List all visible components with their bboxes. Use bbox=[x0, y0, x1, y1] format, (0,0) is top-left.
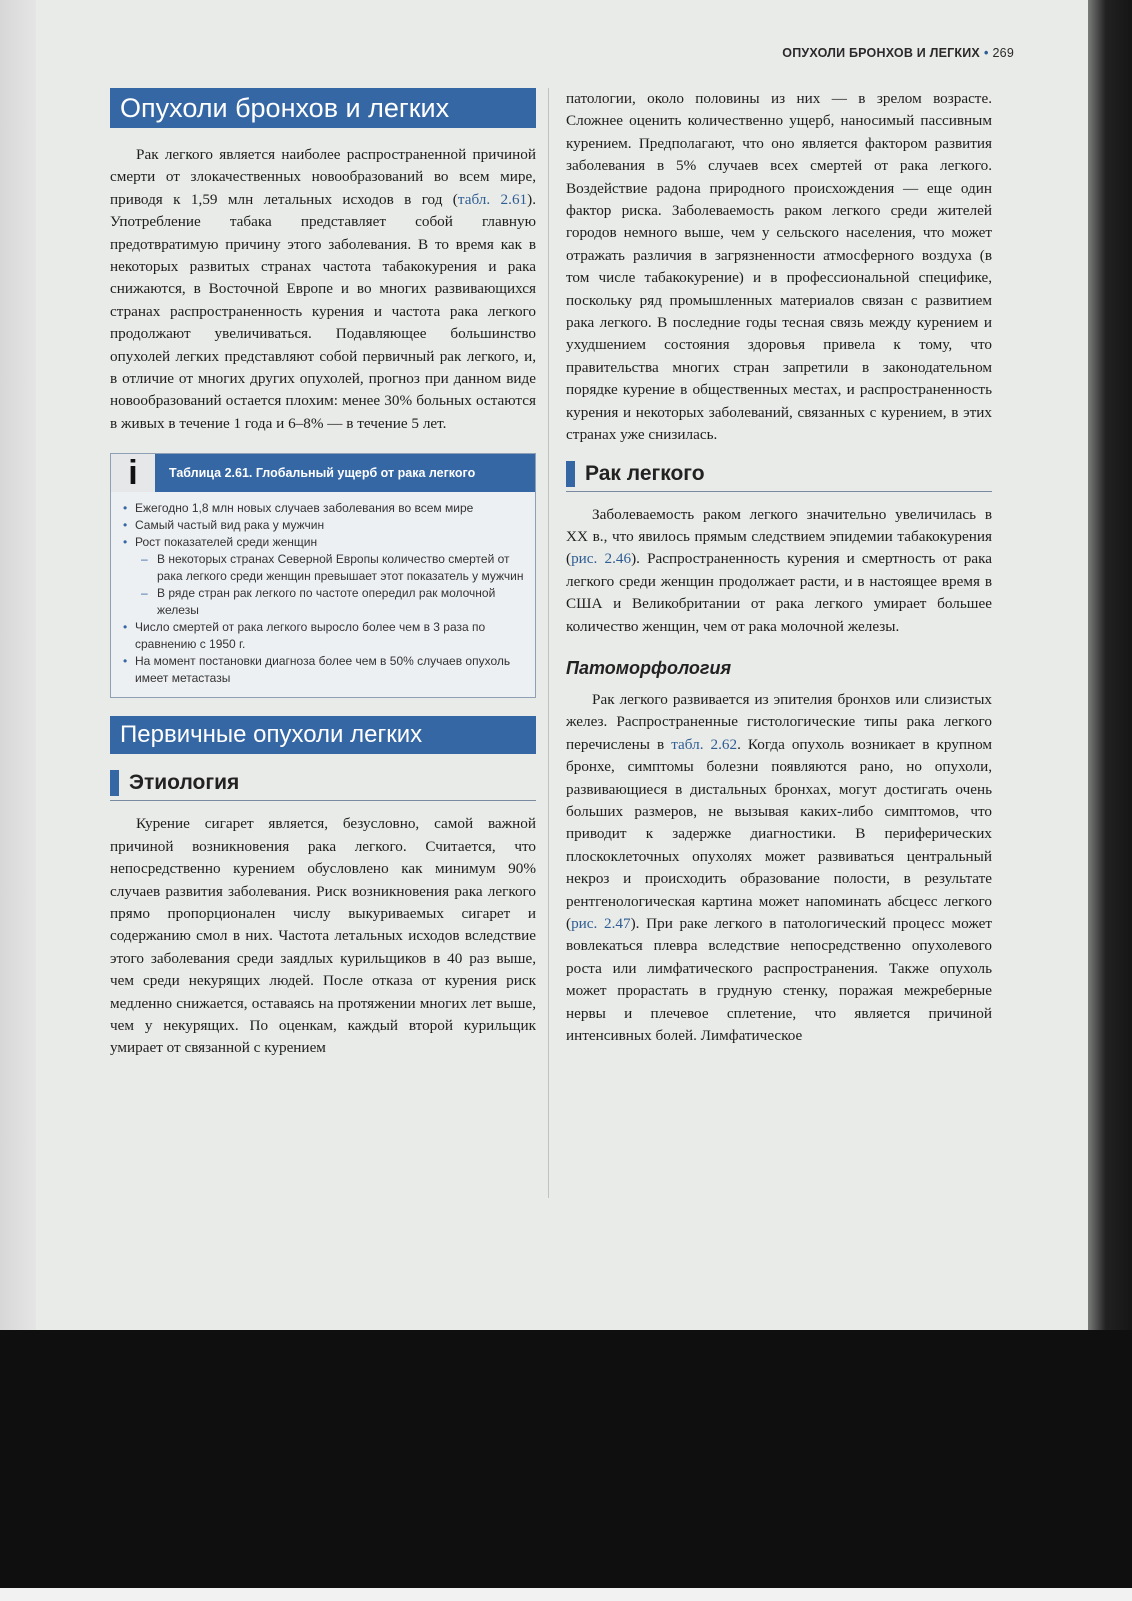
running-head-bullet: • bbox=[983, 46, 989, 60]
intro-text-a: Рак легкого является наиболее распространенной причиной смерти от злокачественных новообразований во всем мире, приводя к 1,59 млн летальных исходов в год ( bbox=[110, 146, 536, 208]
scan-dark-background bbox=[0, 1330, 1132, 1601]
info-box-table-2-61 bbox=[110, 453, 536, 698]
lung-cancer-paragraph bbox=[566, 504, 992, 638]
lung-text-a: Заболеваемость раком легкого значительно увеличилась в XX в., что явилось прямым следствием эпидемии табакокурения ( bbox=[566, 505, 992, 568]
lung-cancer-heading bbox=[566, 461, 992, 492]
column-divider bbox=[548, 88, 549, 1198]
page-spine-shadow bbox=[1088, 0, 1132, 1330]
chapter-banner: Опухоли бронхов и легких bbox=[110, 88, 536, 128]
patho-text-a: Рак легкого развивается из эпителия бронхов или слизистых желез. Распространенные гистологические типы рака легкого перечислены в bbox=[566, 690, 992, 753]
heading-marker bbox=[566, 461, 575, 487]
patho-text-b: . Когда опухоль возникает в крупном бронхе, симптомы болезни появляются рано, но опухоли, развивающиеся в дистальных бронхах, могут достигать очень больших размеров, не вызывая каких-либо симптомов, что приводит к задержке диагностики. В периферических плоскоклеточных опухолях может развиваться центральный некроз и происходить образование полости, в результате рентгенологическая картина может напоминать абсцесс легкого ( bbox=[566, 735, 993, 932]
list-item: • На момент постановки диагноза более чем в 50% случаев опухоль имеет метастазы bbox=[121, 653, 525, 687]
intro-paragraph bbox=[110, 144, 536, 435]
list-item: • Рост показателей среди женщин bbox=[121, 534, 525, 551]
scan-left-edge bbox=[0, 0, 36, 1330]
heading-marker bbox=[110, 770, 119, 796]
etiology-heading-text: Этиология bbox=[129, 771, 240, 795]
lung-cancer-heading-text: Рак легкого bbox=[585, 461, 705, 485]
scan-bottom-edge bbox=[0, 1588, 1132, 1601]
table-reference-link[interactable]: табл. 2.61 bbox=[457, 190, 528, 208]
info-box-title: Таблица 2.61. Глобальный ущерб от рака легкого bbox=[155, 454, 535, 492]
page-number: 269 bbox=[992, 46, 1014, 60]
intro-text-b: ). Употребление табака представляет собой главную предотвратимую причину этого заболевания. В то время как в некоторых развитых странах частота табакокурения и рака снижаются, в Восточной Европе и во многих развивающихся странах распространенность курения и частота рака легкого продолжают увеличиваться. Подавляющее большинство опухолей легких представляют собой первичный рак легкого, и, в отличие от многих других опухолей, прогноз при данном виде новообразований остается плохим: менее 30% больных остаются в живых в течение 1 года и 6–8% — в течение 5 лет. bbox=[110, 190, 536, 432]
table-reference-link[interactable]: табл. 2.62 bbox=[671, 735, 738, 753]
continued-paragraph: патологии, около половины из них — в зрелом возрасте. Сложнее оценить количественно ущерб, наносимый пассивным курением. Предполагают, что оно является фактором развития заболевания в 5% случаев всех смертей от рака легкого. Воздействие радона природного происхождения — еще один фактор риска. Заболеваемость раком легкого среди жителей городов немного выше, чем у сельского населения, что может отражать различия в загрязненности атмосферного воздуха (в том числе табакокурение) и в профессиональной специфике, поскольку ряд промышленных материалов связан с развитием рака легкого. В последние годы тесная связь между курением и ухудшением состояния здоровья привела к тому, что правительства многих стран запретили в законодательном порядке курение в общественных местах, и распространенность курения и некоторых заболеваний, связанных с курением, в этих странах уже снизилась. bbox=[566, 90, 992, 444]
running-head bbox=[782, 46, 1014, 60]
list-subitem: – В некоторых странах Северной Европы количество смертей от рака легкого среди женщин превышает этот показатель у мужчин bbox=[121, 551, 525, 585]
etiology-heading bbox=[110, 770, 536, 801]
pathomorphology-heading: Патоморфология bbox=[566, 657, 732, 678]
left-column bbox=[110, 88, 536, 1060]
info-box-list bbox=[111, 500, 535, 687]
section-banner: Первичные опухоли легких bbox=[110, 716, 536, 754]
info-icon: i bbox=[111, 454, 155, 492]
list-item: • Ежегодно 1,8 млн новых случаев заболевания во всем мире bbox=[121, 500, 525, 517]
list-item: • Число смертей от рака легкого выросло более чем в 3 раза по сравнению с 1950 г. bbox=[121, 619, 525, 653]
list-subitem: – В ряде стран рак легкого по частоте опередил рак молочной железы bbox=[121, 585, 525, 619]
running-head-title: ОПУХОЛИ БРОНХОВ И ЛЕГКИХ bbox=[782, 46, 980, 60]
etiology-paragraph: Курение сигарет является, безусловно, самой важной причиной возникновения рака легкого. Считается, что непосредственно курением обусловлено как минимум 90% случаев развития заболевания. Риск возникновения рака легкого прямо пропорционален числу выкуриваемых сигарет и содержанию смол в них. Частота летальных исходов вследствие этого заболевания среди заядлых курильщиков в 40 раз выше, чем среди некурящих людей. После отказа от курения риск медленно снижается, оставаясь на протяжении многих лет выше, чем у некурящих. По оценкам, каждый второй курильщик умирает от связанной с курением bbox=[110, 815, 536, 1057]
figure-reference-link[interactable]: рис. 2.47 bbox=[571, 915, 631, 932]
figure-reference-link[interactable]: рис. 2.46 bbox=[571, 550, 632, 568]
pathomorphology-paragraph bbox=[566, 689, 992, 1048]
patho-text-c: ). При раке легкого в патологический процесс может вовлекаться плевра вследствие непосредственно опухолевого роста или лимфатического распространения. Также опухоль может прорастать в грудную стенку, поражая межреберные нервы и плечевое сплетение, что является причиной интенсивных болей. Лимфатическое bbox=[566, 915, 992, 1045]
right-column bbox=[566, 88, 992, 1047]
lung-text-b: ). Распространенность курения и смертность от рака легкого среди женщин продолжает расти, и в настоящее время в США и Великобритании от рака легкого умирает большее количество женщин, чем от рака молочной железы. bbox=[566, 550, 992, 635]
info-box-header bbox=[111, 454, 535, 492]
list-item: • Самый частый вид рака у мужчин bbox=[121, 517, 525, 534]
